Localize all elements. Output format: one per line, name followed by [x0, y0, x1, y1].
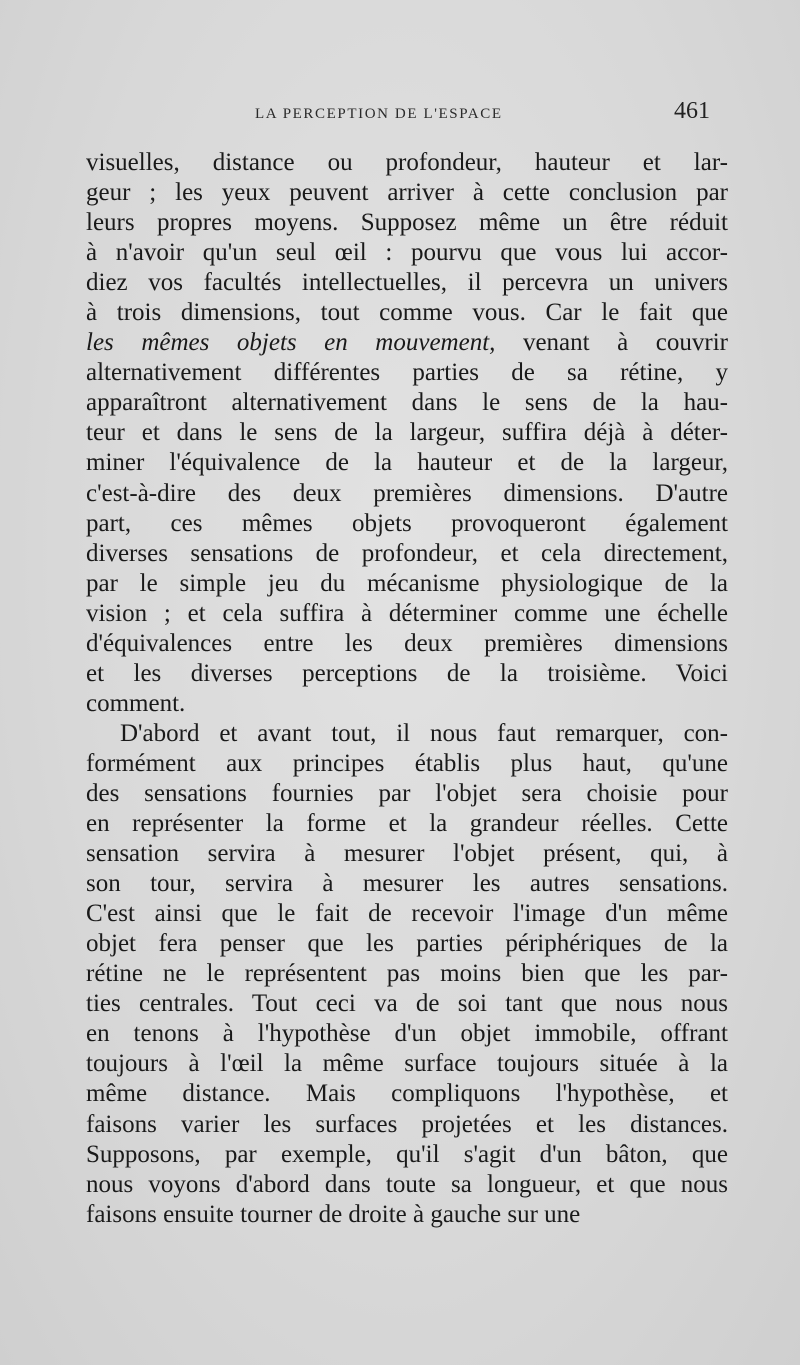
text-line [86, 208, 728, 238]
text-line [86, 809, 728, 839]
text-line [86, 1049, 728, 1079]
text-line [86, 659, 728, 689]
line-text: faisons ensuite tourner de droite à gauche sur une [86, 1200, 581, 1228]
line-text: vision ; et cela suffira à déterminer comme une échelle [86, 599, 728, 627]
line-text: d'équivalences entre les deux premières dimensions [86, 629, 728, 657]
line-text: formément aux principes établis plus haut, qu'une [86, 749, 728, 777]
text-line [86, 569, 728, 599]
line-text: à trois dimensions, tout comme vous. Car le fait que [86, 299, 728, 327]
line-text: sensation servira à mesurer l'objet présent, qui, à [86, 840, 728, 868]
line-text: teur et dans le sens de la largeur, suffira déjà à déter- [86, 419, 728, 447]
line-text: part, ces mêmes objets provoqueront également [86, 509, 728, 537]
text-line [86, 839, 728, 869]
line-text: objet fera penser que les parties périphériques de la [86, 930, 728, 958]
text-line [86, 959, 728, 989]
line-text: leurs propres moyens. Supposez même un être réduit [86, 209, 728, 237]
line-text: diverses sensations de profondeur, et cela directement, [86, 539, 728, 567]
text-line [86, 328, 728, 358]
line-text: comment. [86, 689, 186, 717]
text-line [86, 1110, 728, 1140]
text-line [86, 298, 728, 328]
line-text: venant à couvrir [495, 329, 728, 357]
text-line [86, 749, 728, 779]
text-line [86, 779, 728, 809]
line-text: rétine ne le représentent pas moins bien que les par- [86, 960, 728, 988]
line-text: faisons varier les surfaces projetées et les distances. [86, 1110, 728, 1138]
line-text: alternativement différentes parties de sa rétine, y [86, 359, 728, 387]
line-text: des sensations fournies par l'objet sera choisie pour [86, 779, 728, 807]
line-text: en tenons à l'hypothèse d'un objet immobile, offrant [86, 1020, 728, 1048]
text-line [86, 689, 728, 719]
line-text: par le simple jeu du mécanisme physiologique de la [86, 569, 728, 597]
text-line [86, 719, 728, 749]
text-line [86, 1140, 728, 1170]
line-text: toujours à l'œil la même surface toujours située à la [86, 1050, 728, 1078]
line-text: geur ; les yeux peuvent arriver à cette conclusion par [86, 179, 728, 207]
text-line [86, 929, 728, 959]
text-line [86, 1019, 728, 1049]
line-text: nous voyons d'abord dans toute sa longueur, et que nous [86, 1170, 728, 1198]
text-line [86, 1200, 728, 1230]
running-title: LA PERCEPTION DE L'ESPACE [255, 106, 503, 122]
italic-phrase: les mêmes objets en mouvement, [86, 329, 496, 357]
text-line [86, 388, 728, 418]
line-text: même distance. Mais compliquons l'hypothèse, et [86, 1080, 728, 1108]
text-line [86, 178, 728, 208]
page-number: 461 [674, 98, 710, 124]
text-line [86, 448, 728, 478]
text-line [86, 148, 728, 178]
text-line [86, 1170, 728, 1200]
text-line [86, 899, 728, 929]
text-line [86, 358, 728, 388]
text-line [86, 238, 728, 268]
line-text: son tour, servira à mesurer les autres sensations. [86, 870, 728, 898]
text-line [86, 1079, 728, 1109]
paragraph-1 [86, 148, 728, 719]
text-line [86, 599, 728, 629]
line-text: D'abord et avant tout, il nous faut remarquer, con- [120, 719, 728, 747]
text-line [86, 629, 728, 659]
line-text: et les diverses perceptions de la troisième. Voici [86, 659, 728, 687]
line-text: diez vos facultés intellectuelles, il percevra un univers [86, 269, 728, 297]
line-text: Supposons, par exemple, qu'il s'agit d'un bâton, que [86, 1140, 728, 1168]
line-text: C'est ainsi que le fait de recevoir l'image d'un même [86, 900, 728, 928]
line-text: à n'avoir qu'un seul œil : pourvu que vous lui accor- [86, 239, 728, 267]
line-text: visuelles, distance ou profondeur, hauteur et lar- [86, 149, 728, 176]
text-line [86, 418, 728, 448]
text-line [86, 479, 728, 509]
body-text [86, 148, 728, 1230]
paragraph-2 [86, 719, 728, 1230]
line-text: en représenter la forme et la grandeur réelles. Cette [86, 810, 728, 838]
text-line [86, 268, 728, 298]
text-line [86, 539, 728, 569]
line-text: c'est-à-dire des deux premières dimensions. D'autre [86, 479, 728, 507]
line-text: apparaîtront alternativement dans le sens de la hau- [86, 389, 728, 417]
line-text: ties centrales. Tout ceci va de soi tant que nous nous [86, 990, 728, 1018]
text-line [86, 989, 728, 1019]
running-head [90, 98, 710, 132]
text-line [86, 509, 728, 539]
line-text: miner l'équivalence de la hauteur et de la largeur, [86, 449, 728, 477]
text-line [86, 869, 728, 899]
